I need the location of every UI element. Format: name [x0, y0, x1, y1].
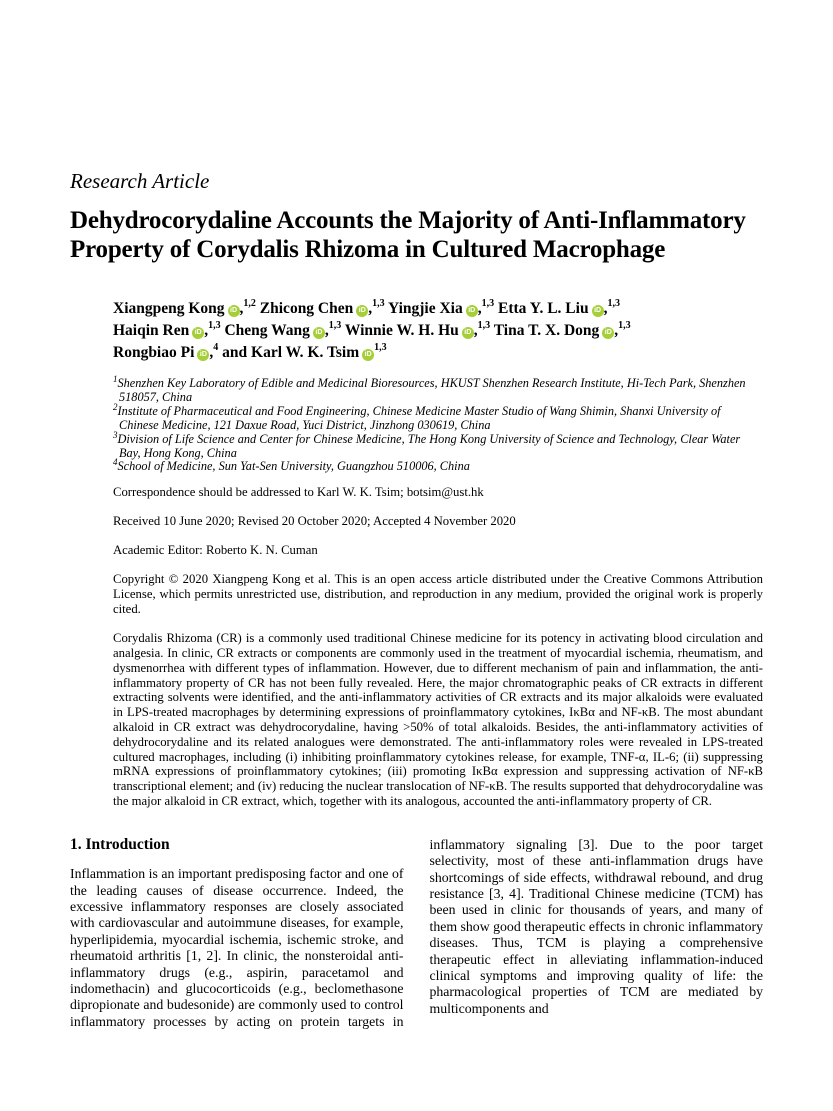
- orcid-icon[interactable]: iD: [602, 327, 614, 339]
- orcid-icon[interactable]: iD: [462, 327, 474, 339]
- author-separator: ,: [204, 322, 209, 340]
- orcid-icon[interactable]: iD: [313, 327, 325, 339]
- author-name: Winnie W. H. Hu: [344, 322, 459, 340]
- article-body: [70, 837, 763, 1030]
- author: [493, 319, 631, 340]
- abstract: Corydalis Rhizoma (CR) is a commonly used traditional Chinese medicine for its potency in activating blood circulation and analgesia. In clinic, CR extracts or components are commonly used in the treatment of myocardial ischemia, rheumatism, and dysmenorrhea with different types of inflammation. However, due to different mechanism of pain and inflammation, the anti-inflammatory property of CR has not been fully revealed. Here, the major chromatographic peaks of CR extracts in different extracting solvents were identified, and the anti-inflammatory activities of CR extracts and its major alkaloids were evaluated in LPS-treated macrophages by determining expressions of proinflammatory cytokines, IκBα and NF-κB. The most abundant alkaloid in CR extract was dehydrocorydaline, having >50% of total alkaloids. Besides, the anti-inflammatory activities of dehydrocorydaline and its related analogues were demonstrated. The anti-inflammatory roles were revealed in LPS-treated cultured macrophages, including (i) inhibiting proinflammatory cytokines release, for example, TNF-α, IL-6; (ii) suppressing mRNA expressions of proinflammatory cytokines; (iii) promoting IκBα expression and suppressing activation of NF-κB transcriptional element; and (iv) reducing the nuclear translocation of NF-κB. The results supported that dehydrocorydaline was the major alkaloid in CR extract, which, together with its analogous, accounted the anti-inflammatory property of CR.: [113, 631, 763, 808]
- author-name: Cheng Wang: [224, 322, 310, 340]
- affiliation: [113, 401, 758, 433]
- author: [497, 297, 620, 318]
- orcid-icon[interactable]: iD: [466, 305, 478, 317]
- orcid-icon[interactable]: iD: [192, 327, 204, 339]
- author-affiliation-sup: 1,3: [481, 297, 495, 309]
- author-name: Tina T. X. Dong: [493, 322, 600, 340]
- section-heading-introduction: 1. Introduction: [70, 835, 170, 853]
- affiliation-text: Division of Life Science and Center for Chinese Medicine, The Hong Kong University of Science and Technology, Clear Water Bay, Hong Kong, China: [117, 431, 741, 460]
- author-separator: ,: [239, 300, 244, 318]
- author-affiliation-sup: 1,3: [477, 319, 491, 331]
- article-type-label: Research Article: [70, 169, 210, 193]
- author-separator: ,: [324, 322, 329, 340]
- author: [113, 341, 219, 362]
- author: [224, 319, 342, 340]
- author-affiliation-sup: 1,3: [607, 297, 620, 309]
- affiliation-text: School of Medicine, Sun Yat-Sen University, Guangzhou 510006, China: [117, 459, 470, 474]
- author-affiliation-sup: 1,3: [372, 297, 385, 309]
- article-title: Dehydrocorydaline Accounts the Majority of Anti-Inflammatory Property of Corydalis Rhizoma in Cultured Macrophage: [70, 207, 746, 264]
- affiliation-number: 2: [113, 401, 118, 412]
- correspondence-line: [113, 485, 763, 500]
- author-affiliation-sup: 1,2: [243, 297, 256, 309]
- affiliation-text: Institute of Pharmaceutical and Food Engineering, Chinese Medicine Master Studio of Wang Shimin, Shanxi University of Chinese Medicine, 121 Daxue Road, Yuci District, Jinzhong 030619, China: [117, 403, 721, 432]
- orcid-icon[interactable]: iD: [356, 305, 368, 317]
- affiliation-list: [113, 374, 758, 474]
- author-name: Etta Y. L. Liu: [497, 300, 589, 318]
- author-line: [113, 298, 763, 320]
- affiliation: [113, 429, 758, 461]
- affiliation: [113, 374, 758, 405]
- affiliation-number: 4: [113, 457, 118, 468]
- author: [113, 319, 221, 340]
- author-affiliation-sup: 1,3: [328, 319, 342, 331]
- author-affiliation-sup: 1,3: [374, 341, 387, 353]
- author-affiliation-sup: 1,3: [618, 319, 631, 331]
- author-name: Zhicong Chen: [259, 300, 354, 318]
- introduction-paragraph: Inflammation is an important predisposing factor and one of the leading causes of disease occurrence. Indeed, the excessive inflammatory responses are closely associated with cardiovascular and autoimmune diseases, for example, hyperlipidemia, myocardial ischemia, ischemic stroke, and rheumatoid arthritis [1, 2]. In clinic, the nonsteroidal anti-inflammatory drugs (e.g., aspirin, paracetamol and indomethacin) and glucocorticoids (e.g., beclomethasone dipropionate and budesonide) are commonly used to control inflammatory processes by acting on protein targets in inflammatory signaling [3]. Due to the poor target selectivity, most of these anti-inflammation drugs have shortcomings of side effects, withdrawal rebound, and drug resistance [3, 4]. Traditional Chinese medicine (TCM) has been used in clinic for thousands of years, and many of them show good therapeutic effects in chronic inflammatory diseases. Thus, TCM is playing a comprehensive therapeutic effect in alleviating inflammation-induced clinical symptoms and improving quality of life: the pharmacological properties of TCM are mediated by multicomponents and: [70, 836, 763, 1029]
- author: [222, 341, 387, 362]
- copyright-notice: Copyright © 2020 Xiangpeng Kong et al. This is an open access article distributed under the Creative Commons Attribution License, which permits unrestricted use, distribution, and reproduction in any medium, provided the original work is properly cited.: [113, 572, 763, 617]
- author-name: Rongbiao Pi: [113, 344, 195, 362]
- affiliation-number: 3: [113, 429, 118, 440]
- affiliation: [113, 457, 758, 474]
- orcid-icon[interactable]: iD: [228, 305, 240, 317]
- author: [259, 297, 385, 318]
- author-name: Xiangpeng Kong: [113, 300, 225, 318]
- author-list: [113, 298, 763, 364]
- author: [344, 319, 491, 340]
- author-affiliation-sup: 4: [213, 341, 219, 353]
- history-line: Received 10 June 2020; Revised 20 October 2020; Accepted 4 November 2020: [113, 514, 516, 529]
- author-name: Yingjie Xia: [387, 300, 463, 318]
- affiliation-text: Shenzhen Key Laboratory of Edible and Medicinal Bioresources, HKUST Shenzhen Research Institute, Hi-Tech Park, Shenzhen 518057, China: [117, 376, 746, 404]
- author-separator: ,: [477, 300, 482, 318]
- academic-editor-line: Academic Editor: Roberto K. N. Cuman: [113, 543, 318, 558]
- author: [113, 297, 256, 318]
- affiliation-number: 1: [113, 374, 118, 384]
- author-separator: ,: [473, 322, 478, 340]
- correspondence-email: botsim@ust.hk: [406, 485, 484, 500]
- author-line: [113, 320, 763, 342]
- author-separator: ,: [209, 344, 214, 362]
- author-name: Haiqin Ren: [113, 322, 190, 340]
- author-line: [113, 342, 763, 364]
- orcid-icon[interactable]: iD: [197, 349, 209, 361]
- author-separator: ,: [614, 322, 619, 340]
- author-separator: ,: [368, 300, 373, 318]
- orcid-icon[interactable]: iD: [362, 349, 374, 361]
- author-separator: ,: [603, 300, 608, 318]
- author: [387, 297, 495, 318]
- orcid-icon[interactable]: iD: [592, 305, 604, 317]
- author-name: and Karl W. K. Tsim: [222, 344, 360, 362]
- correspondence-prefix: Correspondence should be addressed to Karl W. K. Tsim;: [113, 485, 407, 500]
- author-affiliation-sup: 1,3: [208, 319, 221, 331]
